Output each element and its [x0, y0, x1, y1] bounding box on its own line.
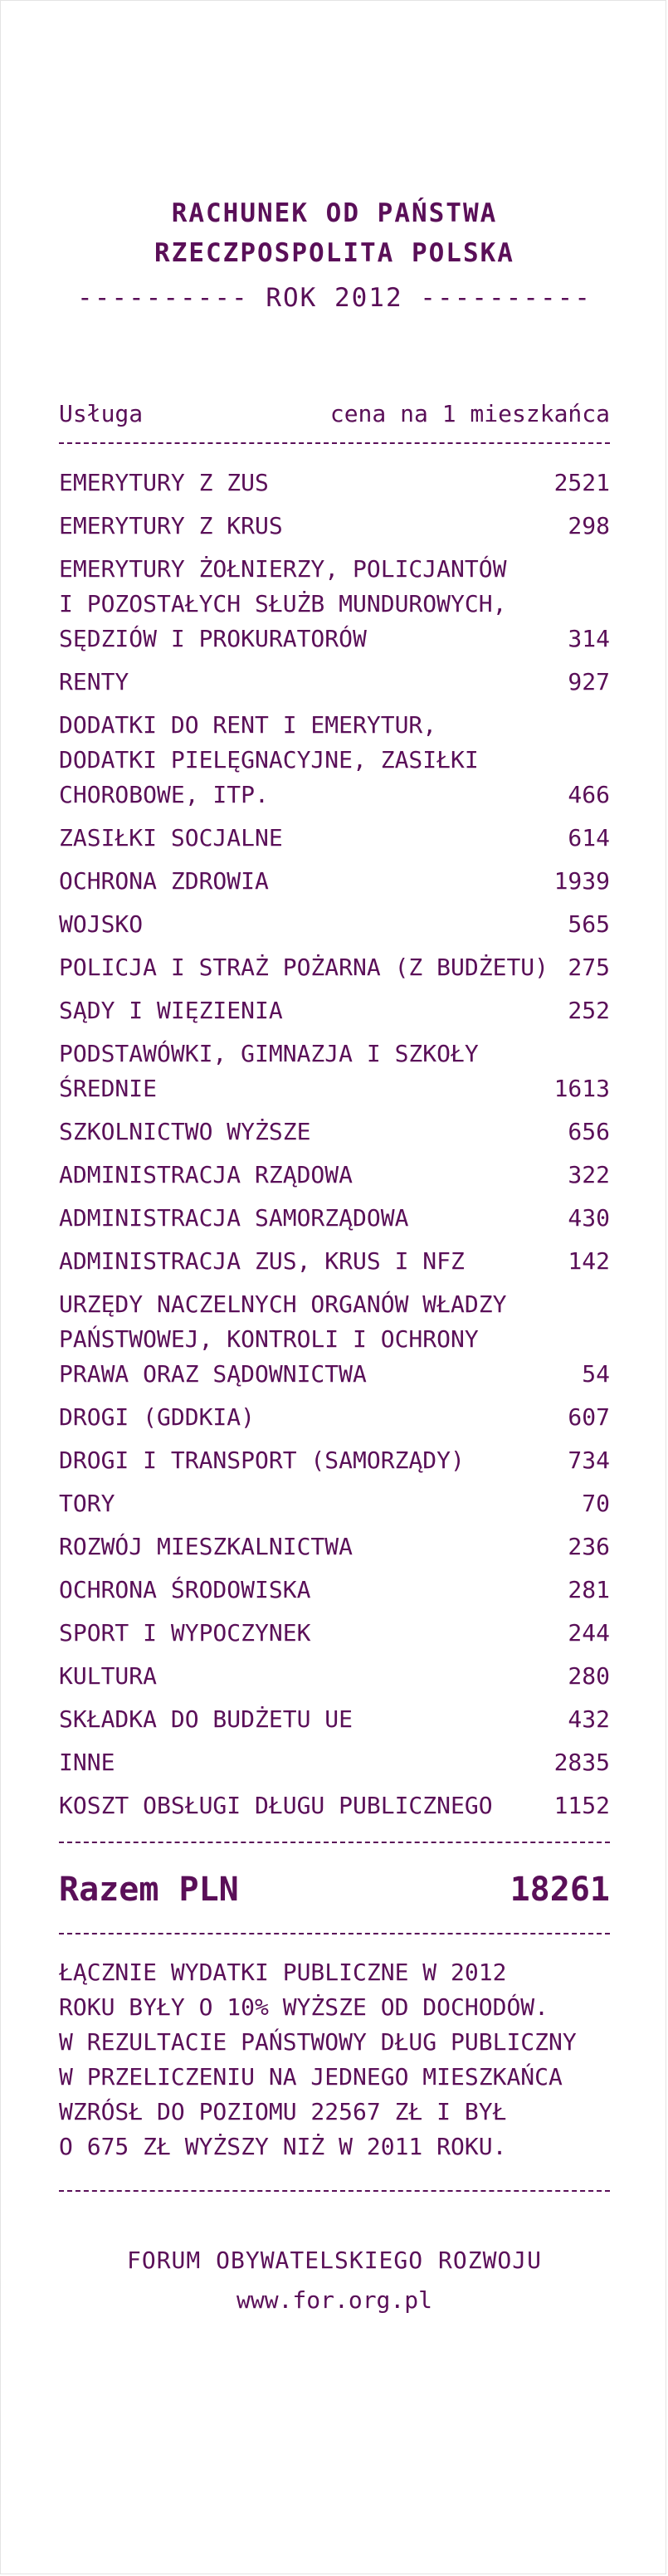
- year-line: ---------- ROK 2012 ----------: [77, 283, 592, 313]
- item-value: 142: [568, 1247, 610, 1275]
- item-label: TORY: [59, 1490, 115, 1517]
- item-label: ROZWÓJ MIESZKALNICTWA: [59, 1533, 354, 1560]
- item-label: KULTURA: [59, 1662, 158, 1690]
- item-value: 614: [568, 824, 610, 851]
- list-item: [59, 1788, 610, 1823]
- item-value: 2835: [553, 1749, 610, 1776]
- receipt-subtitle: RZECZPOSPOLITA POLSKA: [154, 238, 514, 268]
- items-list: [59, 466, 610, 1832]
- item-label: OCHRONA ŚRODOWISKA: [59, 1576, 311, 1603]
- column-header: [59, 398, 610, 431]
- item-label: ADMINISTRACJA RZĄDOWA: [59, 1161, 354, 1188]
- item-value: 2521: [553, 469, 610, 496]
- list-item: [59, 864, 610, 899]
- item-value: 281: [568, 1576, 610, 1603]
- item-value: 70: [582, 1490, 610, 1517]
- list-item: [59, 1037, 610, 1106]
- list-item: [59, 509, 610, 544]
- header-service: Usługa: [59, 400, 144, 427]
- item-value: 275: [568, 954, 610, 981]
- item-label: ADMINISTRACJA SAMORZĄDOWA: [59, 1204, 409, 1232]
- divider: [59, 1842, 610, 1846]
- item-value: 1939: [553, 867, 610, 895]
- list-item: [59, 1115, 610, 1149]
- item-label: INNE: [59, 1749, 115, 1776]
- item-value: 1152: [553, 1792, 610, 1819]
- list-item: [59, 1573, 610, 1608]
- item-label: SZKOLNICTWO WYŻSZE: [59, 1118, 311, 1145]
- total-label: Razem PLN: [59, 1871, 239, 1909]
- item-value: 54: [582, 1360, 610, 1388]
- item-label: ADMINISTRACJA ZUS, KRUS I NFZ: [59, 1247, 465, 1275]
- item-value: 927: [568, 668, 610, 695]
- item-value: 607: [568, 1403, 610, 1431]
- item-value: 432: [568, 1705, 610, 1733]
- list-item: [59, 1201, 610, 1236]
- item-label: EMERYTURY Z KRUS: [59, 512, 283, 539]
- divider: [59, 442, 610, 446]
- receipt-title: RACHUNEK OD PAŃSTWA: [171, 198, 498, 228]
- footer-organization: FORUM OBYWATELSKIEGO ROZWOJU: [126, 2247, 542, 2274]
- list-item: [59, 907, 610, 942]
- item-value: 252: [568, 997, 610, 1024]
- item-value: 656: [568, 1118, 610, 1145]
- summary-text: ŁĄCZNIE WYDATKI PUBLICZNE W 2012 ROKU BYŁY O 10% WYŻSZE OD DOCHODÓW. W REZULTACIE PAŃSTWOWY DŁUG PUBLICZNY W PRZELICZENIU NA JEDNEGO MIESZKAŃCA WZRÓSŁ DO POZIOMU 22567 ZŁ I BYŁ O 675 ZŁ WYŻSZY NIŻ W 2011 ROKU.: [59, 1959, 577, 2160]
- list-item: [59, 950, 610, 985]
- item-label: ZASIŁKI SOCJALNE: [59, 824, 283, 851]
- divider: [59, 1933, 610, 1937]
- item-label: SĄDY I WIĘZIENIA: [59, 997, 283, 1024]
- item-label: EMERYTURY ŻOŁNIERZY, POLICJANTÓW I POZOSTAŁYCH SŁUŻB MUNDUROWYCH, SĘDZIÓW I PROKURATORÓW: [59, 555, 507, 652]
- list-item: [59, 1287, 610, 1392]
- item-value: 466: [568, 781, 610, 808]
- item-label: DROGI I TRANSPORT (SAMORZĄDY): [59, 1447, 465, 1474]
- item-label: PODSTAWÓWKI, GIMNAZJA I SZKOŁY ŚREDNIE: [59, 1040, 479, 1102]
- item-value: 280: [568, 1662, 610, 1690]
- divider: [59, 2190, 610, 2194]
- item-value: 298: [568, 512, 610, 539]
- list-item: [59, 708, 610, 812]
- item-label: POLICJA I STRAŻ POŻARNA (Z BUDŻETU): [59, 954, 549, 981]
- item-value: 236: [568, 1533, 610, 1560]
- item-value: 244: [568, 1619, 610, 1647]
- list-item: [59, 1244, 610, 1279]
- item-value: 565: [568, 910, 610, 938]
- list-item: [59, 1400, 610, 1435]
- list-item: [59, 1659, 610, 1694]
- list-item: [59, 993, 610, 1028]
- item-value: 430: [568, 1204, 610, 1232]
- list-item: [59, 552, 610, 656]
- item-label: DODATKI DO RENT I EMERYTUR, DODATKI PIELĘGNACYJNE, ZASIŁKI CHOROBOWE, ITP.: [59, 711, 479, 808]
- list-item: [59, 1530, 610, 1564]
- item-label: KOSZT OBSŁUGI DŁUGU PUBLICZNEGO: [59, 1792, 493, 1819]
- list-item: [59, 1616, 610, 1651]
- item-value: 1613: [553, 1075, 610, 1102]
- item-label: EMERYTURY Z ZUS: [59, 469, 269, 496]
- item-label: RENTY: [59, 668, 129, 695]
- list-item: [59, 665, 610, 700]
- item-label: OCHRONA ZDROWIA: [59, 867, 269, 895]
- total-value: 18261: [510, 1871, 610, 1909]
- item-label: WOJSKO: [59, 910, 144, 938]
- footer-url[interactable]: www.for.org.pl: [236, 2286, 432, 2314]
- item-value: 314: [568, 625, 610, 652]
- total-row: [59, 1866, 610, 1913]
- item-label: SPORT I WYPOCZYNEK: [59, 1619, 311, 1647]
- header-price: cena na 1 mieszkańca: [329, 400, 610, 427]
- item-value: 734: [568, 1447, 610, 1474]
- list-item: [59, 1702, 610, 1737]
- item-label: SKŁADKA DO BUDŻETU UE: [59, 1705, 354, 1733]
- list-item: [59, 1443, 610, 1478]
- item-label: DROGI (GDDKIA): [59, 1403, 256, 1431]
- list-item: [59, 1486, 610, 1521]
- item-value: 322: [568, 1161, 610, 1188]
- list-item: [59, 466, 610, 500]
- list-item: [59, 1158, 610, 1193]
- list-item: [59, 821, 610, 856]
- item-label: URZĘDY NACZELNYCH ORGANÓW WŁADZY PAŃSTWOWEJ, KONTROLI I OCHRONY PRAWA ORAZ SĄDOWNICTWA: [59, 1290, 507, 1388]
- list-item: [59, 1745, 610, 1780]
